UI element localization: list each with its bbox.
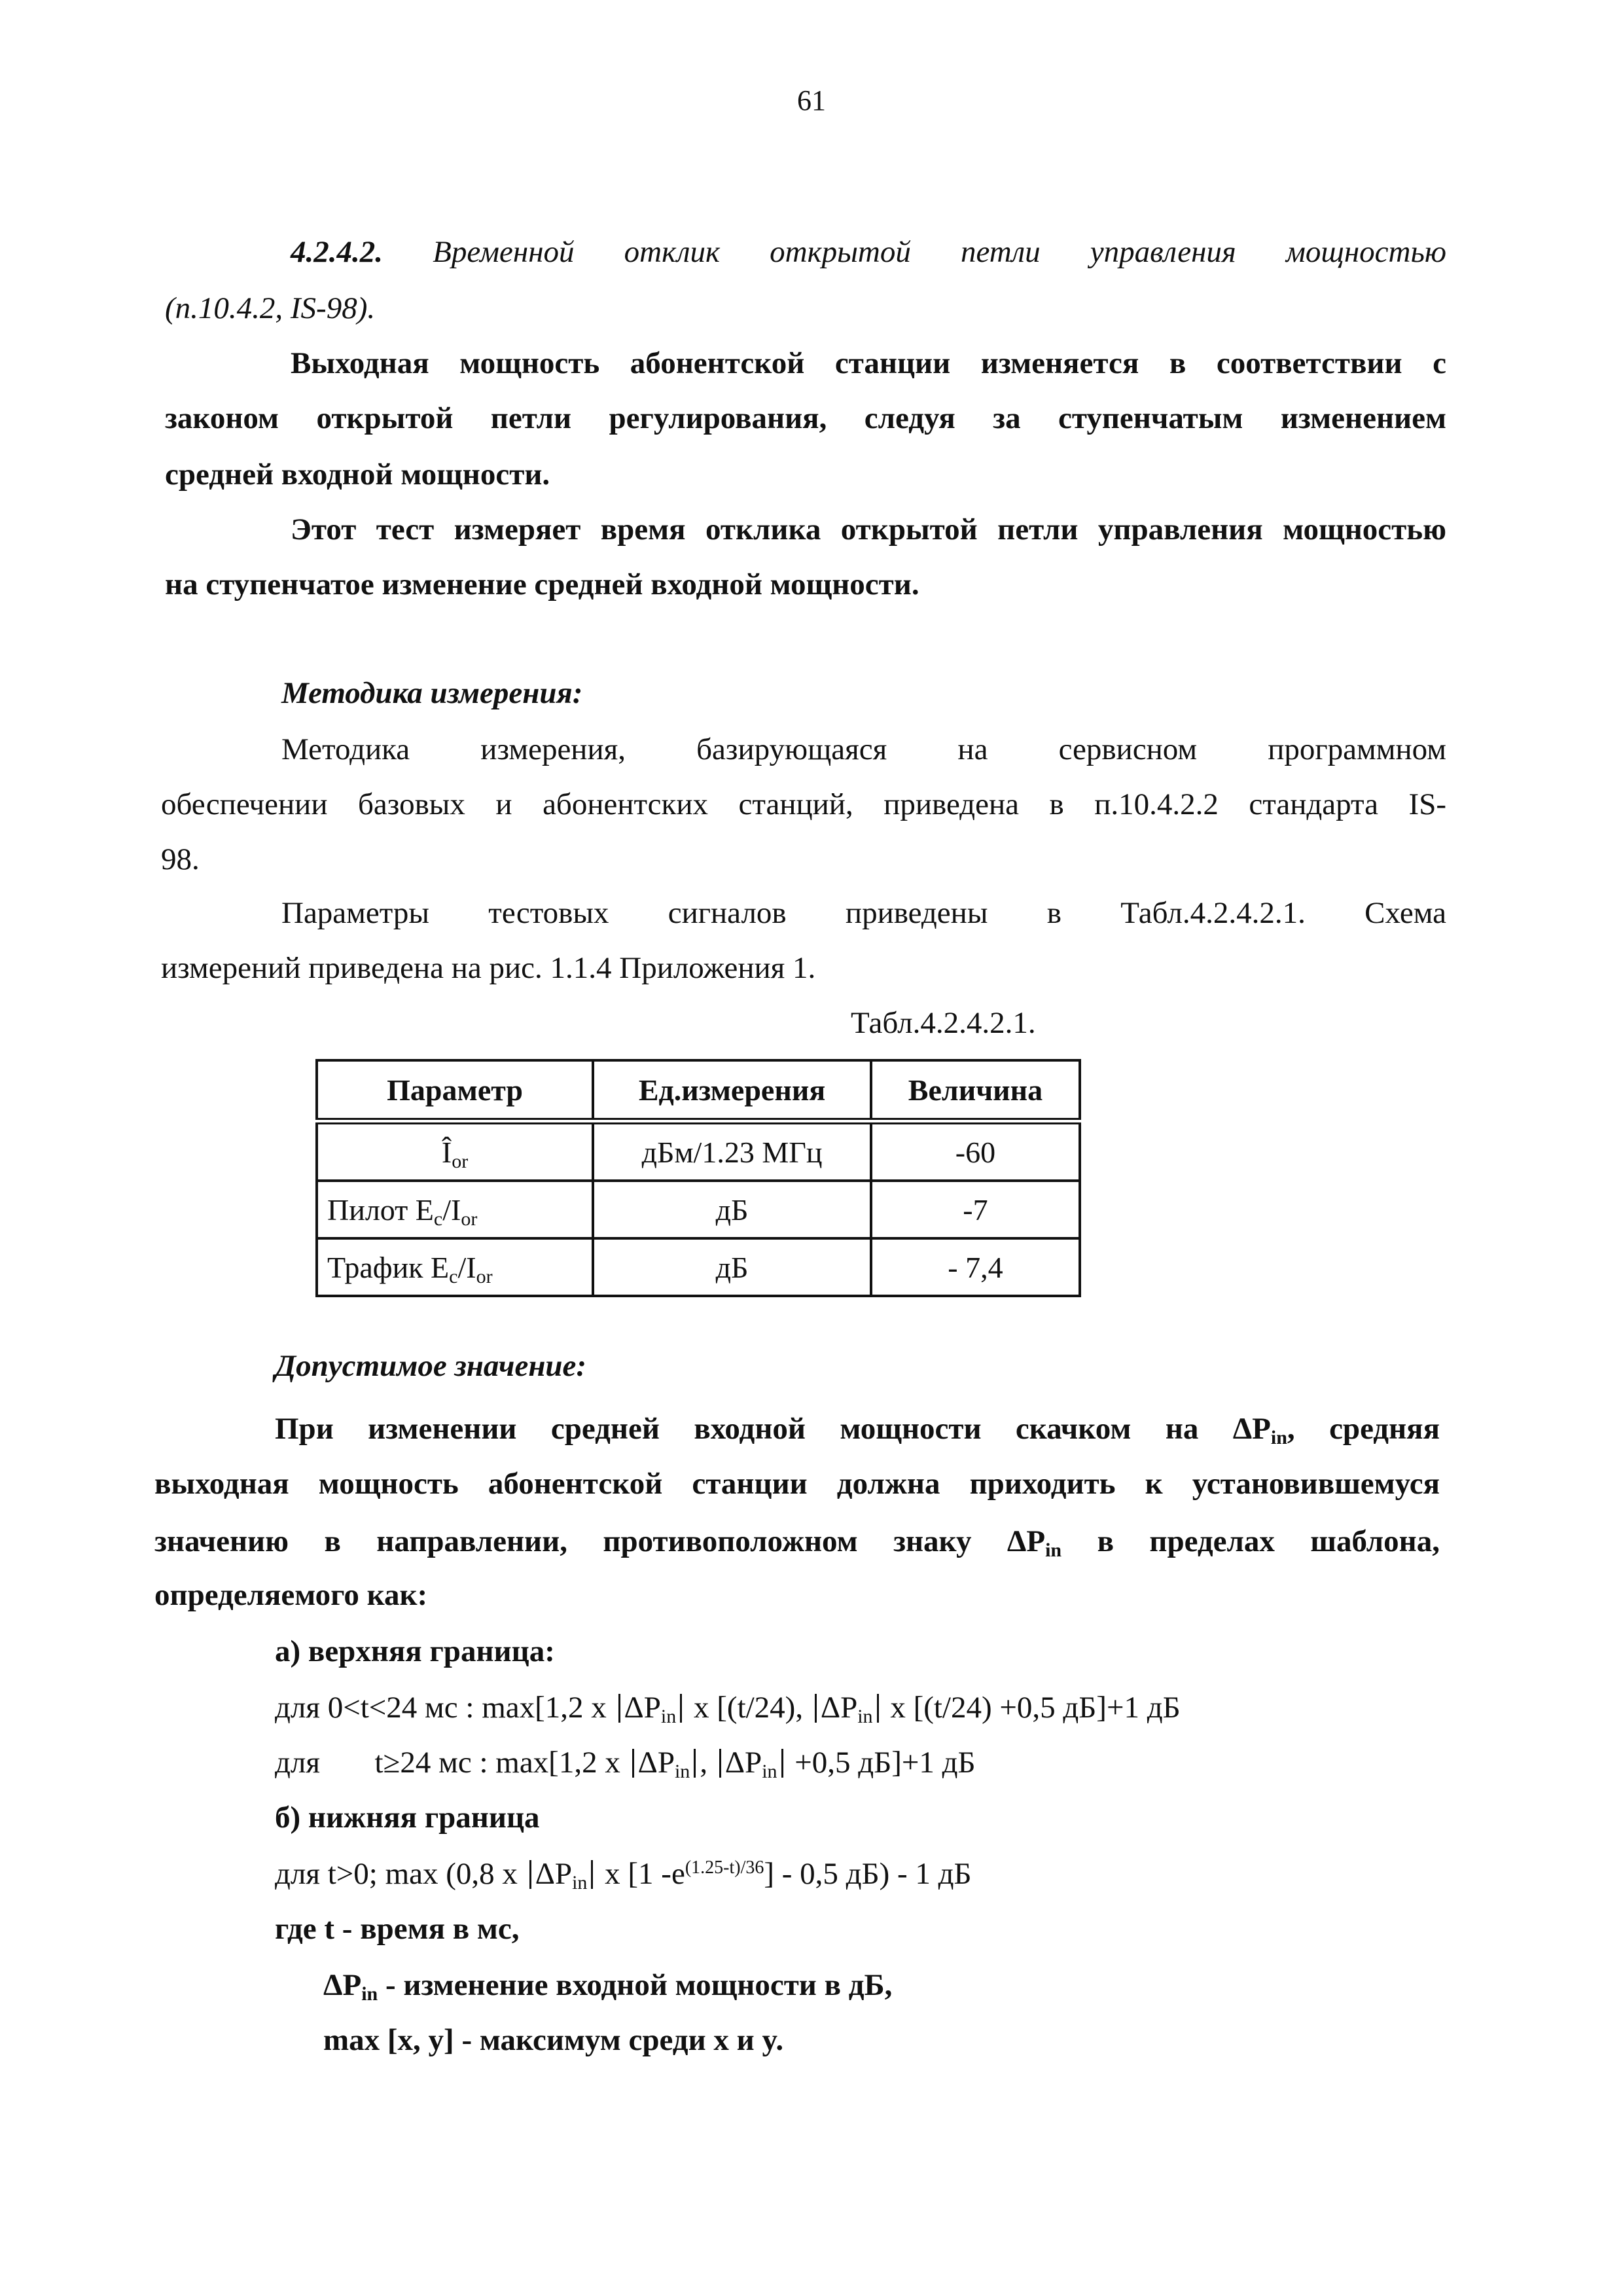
where-line-1: где t - время в мс, bbox=[275, 1912, 520, 1946]
table-cell-param: $Î_{or}$ bbox=[317, 1121, 593, 1181]
section-title: Временной отклик открытой петли управления мощностью bbox=[433, 235, 1447, 269]
upper-bound-label: а) верхняя граница: bbox=[275, 1634, 555, 1668]
tolerance-heading: Допустимое значение: bbox=[275, 1349, 587, 1383]
upper-bound-formula-1: для 0<t<24 мс : max[1,2 x $\Delta P_{in}$ x [(t/24), $\Delta P_{in}$ x [(t/24) +0,5 дБ]+1 дБ bbox=[275, 1691, 1181, 1727]
section-heading bbox=[291, 237, 1446, 268]
method-heading: Методика измерения: bbox=[281, 676, 583, 710]
method-p2-line2: измерений приведена на рис. 1.1.4 Приложения 1. bbox=[161, 951, 816, 985]
table-cell-value: -7 bbox=[871, 1181, 1080, 1238]
method-p2-line1: Параметры тестовых сигналов приведены в Табл.4.2.4.2.1. Схема bbox=[281, 896, 1446, 930]
intro-p2-line2: на ступенчатое изменение средней входной мощности. bbox=[165, 567, 919, 601]
lower-bound-formula: для t>0; max (0,8 x $\Delta P_{in}$ x [1 $-e^{(1.25-t)/36}] - 0,5$ дБ) - 1 дБ bbox=[275, 1857, 972, 1893]
tolerance-p-line4: определяемого как: bbox=[154, 1578, 428, 1612]
table-cell-unit: дБм/1.23 МГц bbox=[593, 1121, 871, 1181]
intro-p1-line3: средней входной мощности. bbox=[165, 457, 550, 492]
tolerance-p-line3: значению в направлении, противоположном знаку $\Delta P_{in}$ в пределах шаблона, bbox=[154, 1524, 1440, 1561]
section-number: 4.2.4.2. bbox=[291, 235, 383, 269]
page-number: 61 bbox=[797, 84, 826, 117]
table-caption: Табл.4.2.4.2.1. bbox=[851, 1006, 1036, 1040]
tolerance-p-line2: выходная мощность абонентской станции должна приходить к установившемуся bbox=[154, 1467, 1440, 1501]
table-cell-value: - 7,4 bbox=[871, 1238, 1080, 1296]
where-line-3: max [x, y] - максимум среди x и y. bbox=[323, 2023, 784, 2057]
table-header-cell: Ед.измерения bbox=[593, 1060, 871, 1121]
table-cell-param: Трафик $E_c/I_{or}$ bbox=[317, 1238, 593, 1296]
section-ref: (п.10.4.2, IS-98). bbox=[165, 291, 376, 325]
lower-bound-label: б) нижняя граница bbox=[275, 1801, 540, 1835]
table-cell-unit: дБ bbox=[593, 1181, 871, 1238]
table-row bbox=[317, 1238, 1080, 1296]
intro-p1-line2: законом открытой петли регулирования, следуя за ступенчатым изменением bbox=[165, 401, 1446, 435]
method-p1-line2: обеспечении базовых и абонентских станций, приведена в п.10.4.2.2 стандарта IS- bbox=[161, 787, 1446, 821]
table-cell-value: -60 bbox=[871, 1121, 1080, 1181]
parameters-table bbox=[315, 1059, 1081, 1297]
table-header-row bbox=[317, 1060, 1080, 1121]
intro-p1-line1: Выходная мощность абонентской станции изменяется в соответствии с bbox=[291, 346, 1446, 380]
method-p1-line1: Методика измерения, базирующаяся на сервисном программном bbox=[281, 732, 1446, 766]
tolerance-p-line1: При изменении средней входной мощности скачком на $\Delta P_{in}$, средняя bbox=[275, 1412, 1440, 1448]
intro-p2-line1: Этот тест измеряет время отклика открытой петли управления мощностью bbox=[291, 512, 1446, 547]
table-cell-param: Пилот $E_c/I_{or}$ bbox=[317, 1181, 593, 1238]
table-cell-unit: дБ bbox=[593, 1238, 871, 1296]
upper-bound-formula-2: для t≥24 мс : max[1,2 x $\Delta P_{in}$ , $\Delta P_{in} +0,5$ дБ]+1 дБ bbox=[275, 1746, 976, 1782]
table-row bbox=[317, 1181, 1080, 1238]
where-line-2: $\Delta P_{in}$ - изменение входной мощности в дБ, bbox=[323, 1968, 893, 2005]
table-row bbox=[317, 1121, 1080, 1181]
method-p1-line3: 98. bbox=[161, 842, 200, 876]
table-header-cell: Величина bbox=[871, 1060, 1080, 1121]
table-header-cell: Параметр bbox=[317, 1060, 593, 1121]
